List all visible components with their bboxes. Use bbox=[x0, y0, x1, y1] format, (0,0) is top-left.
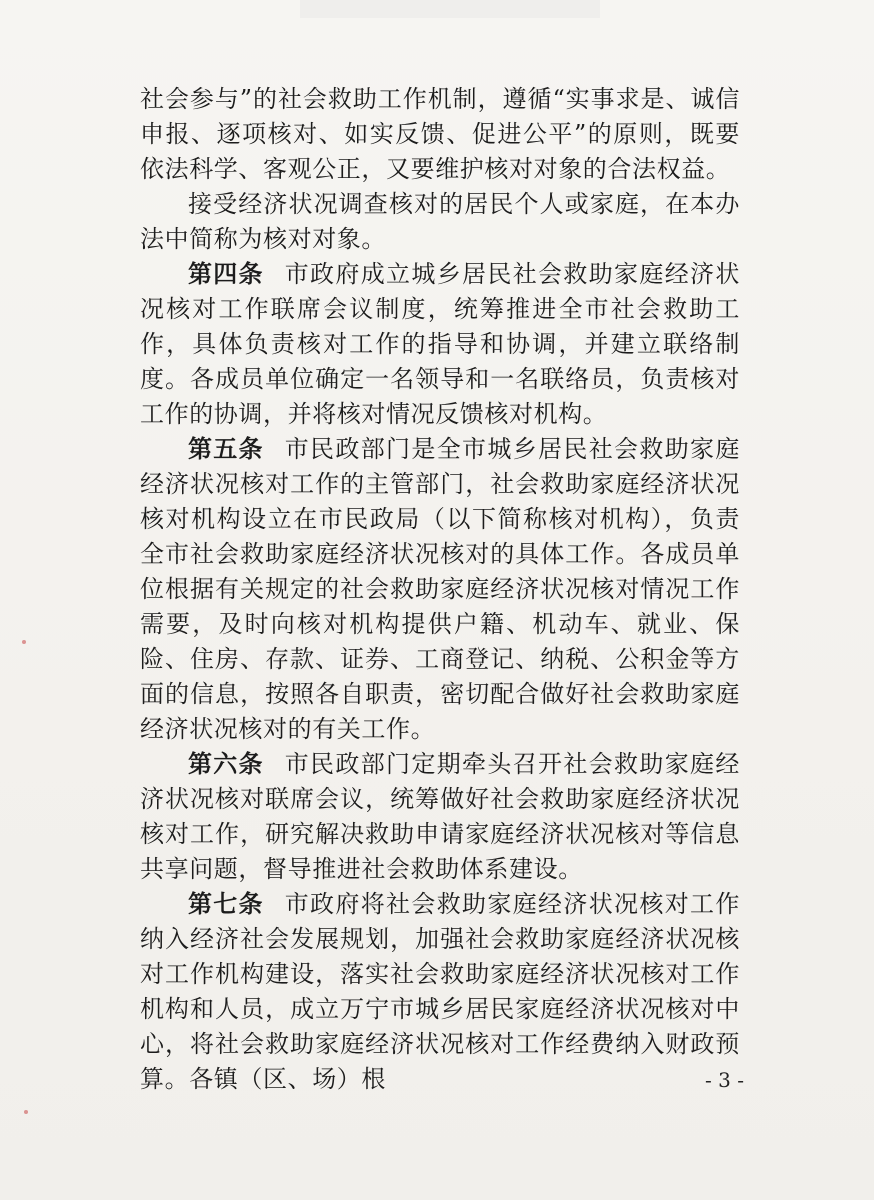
article-title: 第五条 bbox=[188, 435, 264, 463]
article-text: 市政府成立城乡居民社会救助家庭经济状况核对工作联席会议制度，统筹推进全市社会救助工作，具体负责核对工作的指导和协调，并建立联络制度。各成员单位确定一名领导和一名联络员，负责核对工作的协调，并将核对情况反馈核对机构。 bbox=[140, 260, 740, 428]
page-number: - 3 - bbox=[705, 1068, 744, 1092]
article-5 bbox=[140, 432, 740, 747]
article-title: 第四条 bbox=[188, 260, 264, 288]
paragraph-text: 接受经济状况调查核对的居民个人或家庭，在本办法中简称为核对对象。 bbox=[140, 190, 740, 253]
scan-smudge bbox=[300, 0, 600, 18]
paragraph-text: 社会参与”的社会救助工作机制，遵循“实事求是、诚信申报、逐项核对、如实反馈、促进公平”的原则，既要依法科学、客观公正，又要维护核对对象的合法权益。 bbox=[140, 85, 740, 183]
scan-speck bbox=[22, 640, 26, 644]
article-6 bbox=[140, 747, 740, 887]
scan-speck bbox=[24, 1110, 28, 1114]
article-text: 市民政部门是全市城乡居民社会救助家庭经济状况核对工作的主管部门，社会救助家庭经济状况核对机构设立在市民政局（以下简称核对机构），负责全市社会救助家庭经济状况核对的具体工作。各成员单位根据有关规定的社会救助家庭经济状况核对情况工作需要，及时向核对机构提供户籍、机动车、就业、保险、住房、存款、证券、工商登记、纳税、公积金等方面的信息，按照各自职责，密切配合做好社会救助家庭经济状况核对的有关工作。 bbox=[140, 435, 740, 743]
article-4 bbox=[140, 257, 740, 432]
article-title: 第六条 bbox=[188, 750, 264, 778]
article-7 bbox=[140, 887, 740, 1097]
article-title: 第七条 bbox=[188, 890, 264, 918]
document-body bbox=[140, 82, 740, 1097]
article-text: 市民政部门定期牵头召开社会救助家庭经济状况核对联席会议，统筹做好社会救助家庭经济状况核对工作，研究解决救助申请家庭经济状况核对等信息共享问题，督导推进社会救助体系建设。 bbox=[140, 750, 740, 883]
paragraph-1 bbox=[140, 82, 740, 187]
article-text: 市政府将社会救助家庭经济状况核对工作纳入经济社会发展规划，加强社会救助家庭经济状况核对工作机构建设，落实社会救助家庭经济状况核对工作机构和人员，成立万宁市城乡居民家庭经济状况核对中心，将社会救助家庭经济状况核对工作经费纳入财政预算。各镇（区、场）根 bbox=[140, 890, 740, 1093]
paragraph-2 bbox=[140, 187, 740, 257]
